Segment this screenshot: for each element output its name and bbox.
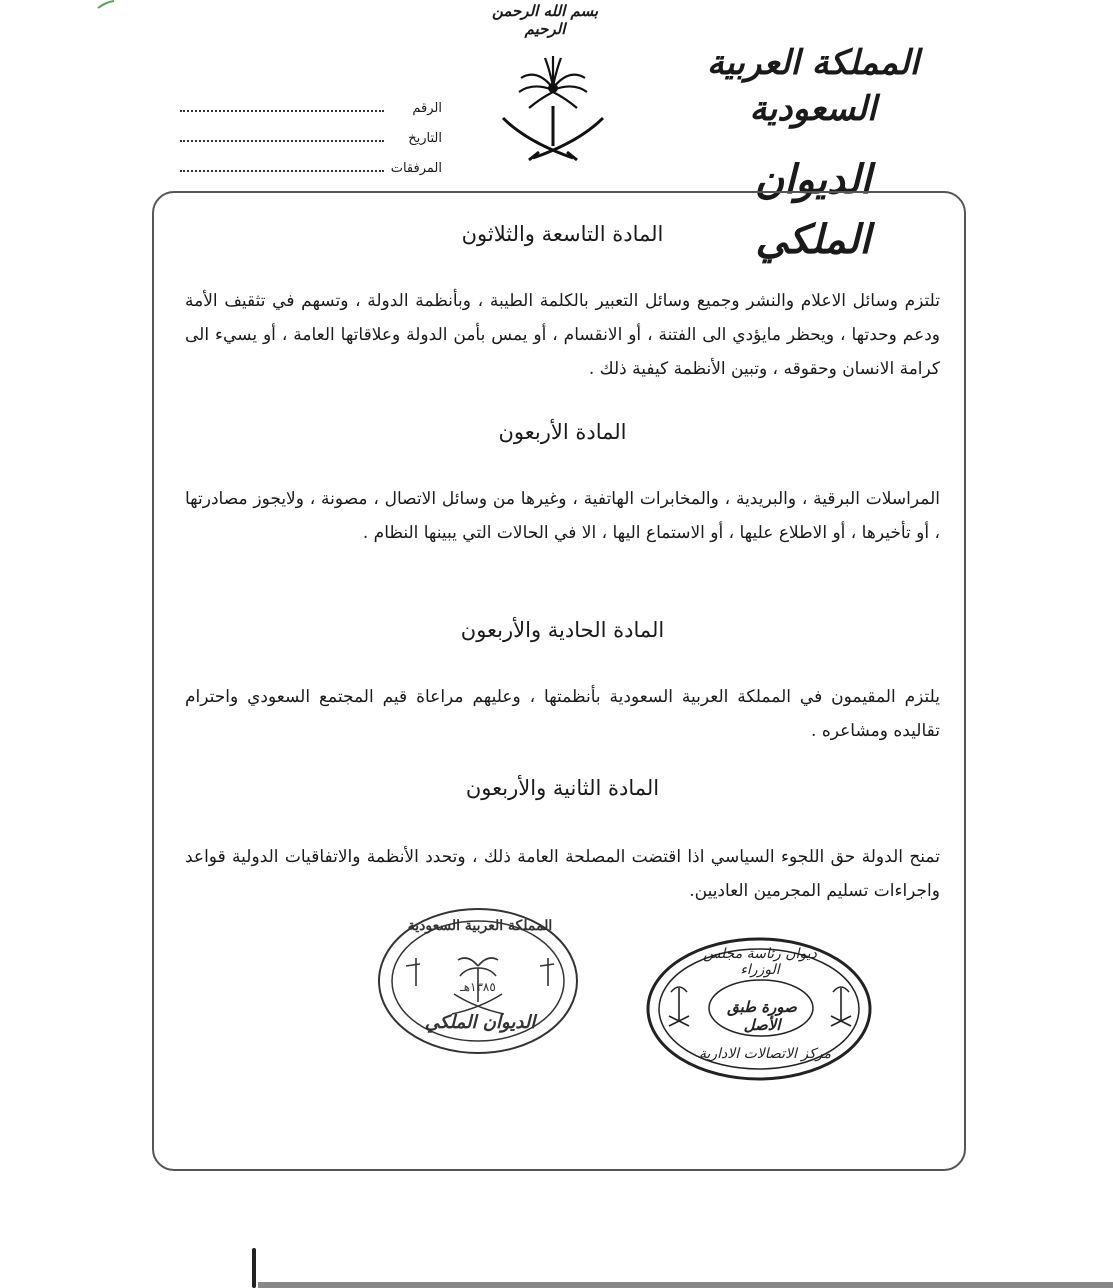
palm-swords-emblem-icon — [497, 48, 609, 166]
royal-court-name: الديوان الملكي — [754, 156, 872, 263]
attachments-line — [180, 160, 384, 172]
article-42-text: تمنح الدولة حق اللجوء السياسي اذا اقتضت المصلحة العامة ذلك ، وتحدد الأنظمة والاتفاقيات الدولية قواعد واجراءات تسليم المجرمين العاديين. — [185, 847, 940, 901]
left-seal-bottom-text: الديوان الملكي — [424, 1012, 536, 1033]
bismillah: بسم الله الرحمن الرحيم — [491, 2, 599, 38]
right-seal-top-text: ديوان رئاسة مجلس الوزراء — [703, 946, 817, 978]
article-39-text: تلتزم وسائل الاعلام والنشر وجميع وسائل التعبير بالكلمة الطيبة ، وبأنظمة الدولة ، وتسهم في تثقيف الأمة ودعم وحدتها ، ويحظر مايؤدي الى الفتنة ، أو الانقسام ، أو يمس بأمن الدولة وعلاقاتها العامة ، أو يسيء الى كرامة الانسان وحقوقه ، وتبين الأنظمة كيفية ذلك . — [185, 291, 940, 379]
date-line — [180, 130, 384, 142]
date-label: التاريخ — [408, 131, 442, 146]
article-41-text: يلتزم المقيمون في المملكة العربية السعودية بأنظمتها ، وعليهم مراعاة قيم المجتمع السعودي واحترام تقاليده ومشاعره . — [185, 687, 940, 741]
article-42-heading: المادة الثانية والأربعون — [465, 776, 660, 800]
left-seal-year: ١٣٨٥هـ — [460, 980, 496, 994]
kingdom-name: المملكة العربية السعودية — [706, 43, 920, 129]
ref-number-label: الرقم — [412, 101, 442, 116]
article-41-heading: المادة الحادية والأربعون — [460, 618, 665, 642]
scan-edge-bar — [258, 1282, 1113, 1288]
corner-mark — [96, 0, 116, 10]
attachments-field — [180, 146, 442, 176]
attachments-label: المرفقات — [390, 161, 442, 176]
scan-edge-line — [252, 1248, 256, 1288]
ref-number-line — [180, 100, 384, 112]
right-seal-center-text: صورة طبق الأصل — [727, 998, 797, 1034]
date-field — [180, 116, 442, 146]
article-40-heading: المادة الأربعون — [498, 420, 627, 444]
article-40-text: المراسلات البرقية ، والبريدية ، والمخابرات الهاتفية ، وغيرها من وسائل الاتصال ، مصونة ، ولايجوز مصادرتها ، أو تأخيرها ، أو الاطلاع عليها ، أو الاستماع اليها ، الا في الحالات التي يبينها النظام . — [185, 489, 940, 543]
ref-number-field — [180, 86, 442, 116]
letter-meta-fields — [180, 86, 442, 176]
left-seal-ring-text: المملكة العربية السعودية — [407, 918, 553, 934]
article-39-heading: المادة التاسعة والثلاثون — [461, 222, 664, 246]
right-seal-bottom-text: مركز الاتصالات الادارية — [698, 1046, 831, 1062]
